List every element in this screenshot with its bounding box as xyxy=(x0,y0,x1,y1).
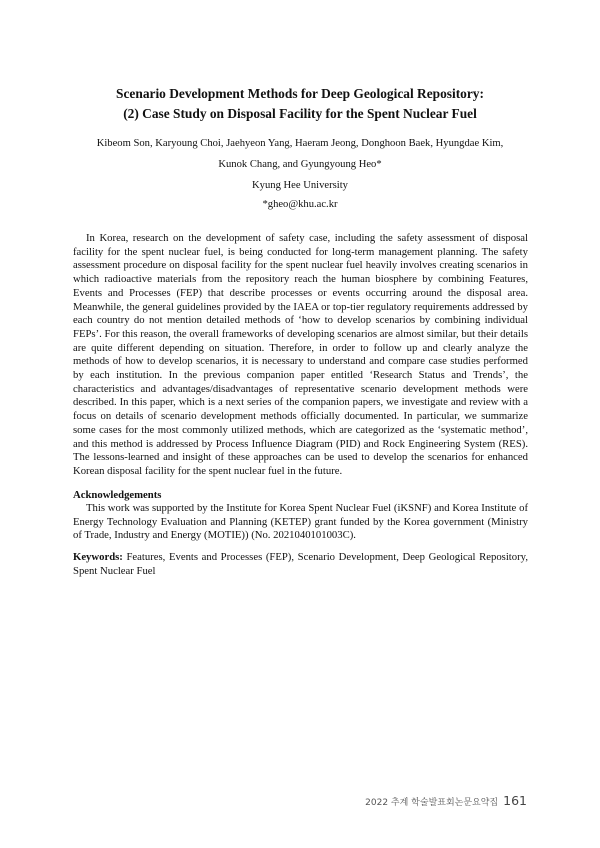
authors-line-2: Kunok Chang, and Gyungyoung Heo* xyxy=(218,159,382,170)
proceedings-title: 2022 추계 학술발표회논문요약집 xyxy=(365,798,499,808)
paper-title xyxy=(40,84,560,123)
corresponding-email: *gheo@khu.ac.kr xyxy=(262,199,338,210)
keywords-list: Features, Events and Processes (FEP), Scenario Development, Deep Geological Repository, Spent Nuclear Fuel xyxy=(73,551,528,577)
acknowledgements-body: This work was supported by the Institute for Korea Spent Nuclear Fuel (iKSNF) and Korea Institute of Energy Technology Evaluation and Planning (KETEP) grant funded by the Korea government (Ministry of Trade, Industry and Energy (MOTIE)) (No. 2021040101003C). xyxy=(73,502,528,542)
keywords-section xyxy=(73,551,528,578)
authors-line-1: Kibeom Son, Karyoung Choi, Jaehyeon Yang, Haeram Jeong, Donghoon Baek, Hyungdae Kim, xyxy=(96,138,504,149)
title-line-1: Scenario Development Methods for Deep Geological Repository: xyxy=(116,86,484,101)
abstract-body: In Korea, research on the development of safety case, including the safety assessment of disposal facility for the spent nuclear fuel, is being conducted for long-term management planning. The safety assessment procedure on disposal facility for the spent nuclear fuel heavily involves creating scenarios in which radioactive materials from the repository reach the human biosphere by combining Features, Events and Processes (FEP) that describe processes or events occurring around the disposal area. Meanwhile, the general guidelines provided by the IAEA or top-tier regulatory requirements addressed by each country do not mention detailed methods of ‘how to develop scenarios by combining individual FEPs’. For this reason, the overall frameworks of developing scenarios are almost similar, but their details are quite different depending on situation. Therefore, in order to follow up and clearly analyze the methods of how to develop scenarios, it is necessary to understand and compare case studies performed by each institution. In the previous companion paper entitled ‘Research Status and Trends’, the characteristics and advantages/disadvantages of representative scenario development methods were described. In this paper, which is a next series of the companion papers, we investigate and review with a focus on details of scenario development methods officially documented. In particular, we summarize some cases for the most commonly utilized methods, which are categorized as the ‘systematic method’, and this method is addressed by Process Influence Diagram (PID) and Rock Engineering System (RES). The lessons-learned and insight of these approaches can be used to develop the scenarios for enhanced Korean disposal facility for the spent nuclear fuel in the future. xyxy=(73,232,528,477)
page-footer xyxy=(365,790,527,809)
title-line-2: (2) Case Study on Disposal Facility for the Spent Nuclear Fuel xyxy=(123,105,477,121)
affiliation: Kyung Hee University xyxy=(252,180,348,191)
acknowledgements-heading: Acknowledgements xyxy=(73,489,162,501)
keywords-label: Keywords: xyxy=(73,551,123,563)
page-number: 161 xyxy=(503,793,527,808)
